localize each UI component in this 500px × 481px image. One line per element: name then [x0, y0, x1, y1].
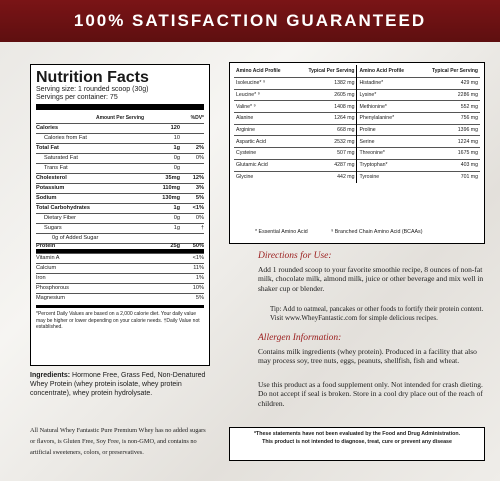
- nutrient-amount: 130mg: [162, 194, 180, 201]
- all-natural-statement: All Natural Whey Fantastic Pure Premium Whey has no added sugars or flavors, is Gluten Free, Soy Free, is non-GMO, and contains no artificial sweeteners, colors, or preservatives.: [30, 427, 206, 456]
- guarantee-banner: 100% SATISFACTION GUARANTEED: [0, 0, 500, 42]
- nutrient-name: Calories: [36, 124, 59, 131]
- amino-row: [234, 171, 480, 183]
- amino-row: [234, 101, 480, 113]
- amino-row: [234, 89, 480, 101]
- bcaa-footnote: ⁹ Branched Chain Amino Acid (BCAAs): [331, 229, 423, 235]
- nutrient-amount: 0g: [173, 164, 180, 171]
- nutrient-name: Calcium: [36, 264, 57, 271]
- supplement-warning: Use this product as a food supplement only. Not intended for crash dieting. Do not accept if seal is broken. Store in a cool dry place out of the reach of children.: [258, 380, 483, 408]
- amino-amount: 668 mg: [294, 124, 357, 136]
- amino-name: Arginine: [234, 124, 294, 136]
- nutrition-row: [36, 253, 204, 263]
- nutrient-amount: 10: [173, 134, 180, 141]
- nutrient-name: Saturated Fat: [44, 154, 78, 161]
- nutrition-row: [36, 183, 204, 193]
- allergen-heading: Allergen Information:: [258, 333, 342, 343]
- amino-header-serving-1: Typical Per Serving: [308, 68, 355, 74]
- ingredients-block: [30, 371, 210, 398]
- nutrient-name: Magnesium: [36, 294, 65, 301]
- nutrient-name: Cholesterol: [36, 174, 67, 181]
- amino-amount: 756 mg: [418, 113, 480, 125]
- nutrition-footnote: *Percent Daily Values are based on a 2,000 calorie diet. Your daily value may be higher or lower depending on your calorie needs. †Daily Value not established.: [36, 311, 200, 330]
- nutrient-name: 0g of Added Sugar: [52, 234, 99, 241]
- nutrition-row: [36, 213, 204, 223]
- amino-amount: 4287 mg: [294, 159, 357, 171]
- amino-name: Tryptophan*: [357, 159, 418, 171]
- nutrient-amount: 1g: [173, 204, 180, 211]
- nutrient-name: Calories from Fat: [44, 134, 87, 141]
- nutrition-row: [36, 243, 204, 253]
- amino-name: Serine: [357, 136, 418, 148]
- amino-amount: 1675 mg: [418, 148, 480, 160]
- allergen-text: Contains milk ingredients (whey protein). Produced in a facility that also may process soy, tree nuts, eggs, peanuts, shellfish, fish and wheat.: [258, 347, 477, 366]
- nutrient-amount: 0g: [173, 154, 180, 161]
- amino-acid-table: [229, 62, 485, 244]
- nutrition-row: [36, 283, 204, 293]
- nutrient-amount: 1g: [173, 144, 180, 151]
- nutrient-dv: 2%: [195, 144, 204, 151]
- amino-row: [234, 136, 480, 148]
- amino-header-row: [234, 65, 480, 78]
- nutrient-dv: 5%: [195, 194, 204, 201]
- nutrient-dv: 50%: [192, 242, 204, 249]
- nutrient-dv: <1%: [192, 254, 204, 261]
- nutrition-row: [36, 193, 204, 203]
- nutrient-name: Potassium: [36, 184, 65, 191]
- nutrient-dv: 1%: [195, 274, 204, 281]
- nutrition-row: [36, 293, 204, 303]
- nutrient-name: Trans Fat: [44, 164, 68, 171]
- amino-name: Methionine*: [357, 101, 418, 113]
- nutrient-name: Vitamin A: [36, 254, 60, 261]
- amino-header-serving-2: Typical Per Serving: [431, 68, 478, 74]
- directions-text: Add 1 rounded scoop to your favorite smoothie recipe, 8 ounces of non-fat milk, chocolate milk, almond milk, juice or other beverage and mix well in shaker cup or blender.: [258, 265, 484, 293]
- amino-row: [234, 124, 480, 136]
- nutrient-dv: <1%: [192, 204, 204, 211]
- essential-footnote: * Essential Amino Acid: [255, 229, 308, 235]
- nutrient-dv: 12%: [192, 174, 204, 181]
- nutrient-dv: 0%: [195, 154, 204, 161]
- nutrition-rows: [36, 123, 204, 303]
- amino-amount: 1408 mg: [294, 101, 357, 113]
- nutrition-row: [36, 153, 204, 163]
- amino-amount: 1396 mg: [418, 124, 480, 136]
- nutrition-row: [36, 273, 204, 283]
- nutrient-amount: 0g: [173, 214, 180, 221]
- nutrition-facts-title: Nutrition Facts: [36, 69, 149, 86]
- disclaimer-line-1: *These statements have not been evaluated by the Food and Drug Administration.: [253, 431, 461, 437]
- amino-amount: 2286 mg: [418, 89, 480, 101]
- nutrition-row: [36, 223, 204, 233]
- amino-amount: 403 mg: [418, 159, 480, 171]
- amino-name: Threonine*: [357, 148, 418, 160]
- amino-name: Lysine*: [357, 89, 418, 101]
- divider-bottom: [36, 305, 204, 308]
- amino-name: Histadine*: [357, 78, 418, 90]
- directions-tip: Tip: Add to oatmeal, pancakes or other foods to fortify their protein content. Visit www.WheyFantastic.com for simple delicious recipes.: [270, 305, 484, 322]
- nutrition-header-row: [36, 113, 204, 123]
- nutrient-name: Sugars: [44, 224, 62, 231]
- amino-name: Leucine* ⁹: [234, 89, 294, 101]
- ingredients-text: Hormone Free, Grass Fed, Non-Denatured Whey Protein (whey protein isolate, whey protein concentrate), whey protein hydrolysate.: [30, 372, 206, 397]
- nutrient-dv: 11%: [193, 264, 204, 271]
- amino-row: [234, 113, 480, 125]
- disclaimer-line-2: This product is not intended to diagnose, treat, cure or prevent any disease: [262, 438, 452, 445]
- amino-row: [234, 148, 480, 160]
- nutrition-row: [36, 233, 204, 243]
- amino-name: Glutamic Acid: [234, 159, 294, 171]
- directions-heading: Directions for Use:: [258, 251, 332, 261]
- amino-name: Aspartic Acid: [234, 136, 294, 148]
- nutrition-row: [36, 133, 204, 143]
- amino-amount: 2532 mg: [294, 136, 357, 148]
- nutrient-name: Total Fat: [36, 144, 59, 151]
- amino-name: Tyrosine: [357, 171, 418, 183]
- nutrition-row: [36, 263, 204, 273]
- amino-amount: 507 mg: [294, 148, 357, 160]
- nutrient-name: Protein: [36, 242, 56, 249]
- amino-name: Phenylalanine*: [357, 113, 418, 125]
- amino-amount: 552 mg: [418, 101, 480, 113]
- amino-name: Glycine: [234, 171, 294, 183]
- amino-row: [234, 159, 480, 171]
- amino-name: Valine* ⁹: [234, 101, 294, 113]
- nutrient-name: Total Carbohydrates: [36, 204, 90, 211]
- amino-amount: 1382 mg: [294, 78, 357, 90]
- nutrient-dv: 5%: [195, 294, 204, 301]
- amino-amount: 1264 mg: [294, 113, 357, 125]
- amino-amount: 442 mg: [294, 171, 357, 183]
- amino-name: Alanine: [234, 113, 294, 125]
- nutrient-dv: 3%: [195, 184, 204, 191]
- nutrient-amount: 35mg: [165, 174, 180, 181]
- nutrient-dv: 10%: [192, 284, 204, 291]
- nutrition-row: [36, 173, 204, 183]
- amino-amount: 701 mg: [418, 171, 480, 183]
- nutrition-row: [36, 163, 204, 173]
- fda-disclaimer: [229, 427, 485, 461]
- nutrition-facts-panel: [30, 64, 210, 366]
- nutrient-name: Phosphorous: [36, 284, 69, 291]
- amino-name: Cysteine: [234, 148, 294, 160]
- nutrient-amount: 120: [170, 124, 180, 131]
- ingredients-label: Ingredients:: [30, 372, 71, 379]
- nutrient-name: Sodium: [36, 194, 57, 201]
- amino-header-profile-1: Amino Acid Profile: [236, 68, 281, 74]
- amino-amount: 1224 mg: [418, 136, 480, 148]
- nutrient-amount: 25g: [170, 242, 180, 249]
- header-amount: Amount Per Serving: [96, 114, 145, 121]
- nutrition-row: [36, 203, 204, 213]
- nutrition-row: [36, 123, 204, 133]
- amino-name: Proline: [357, 124, 418, 136]
- amino-row: [234, 78, 480, 90]
- nutrient-dv: †: [200, 224, 204, 231]
- header-dv: %DV*: [190, 114, 204, 121]
- nutrient-name: Iron: [36, 274, 46, 281]
- nutrient-dv: 0%: [195, 214, 204, 221]
- amino-header-profile-2: Amino Acid Profile: [357, 65, 418, 78]
- serving-size: Serving size: 1 rounded scoop (30g): [36, 86, 149, 93]
- amino-name: Isoleucine* ⁹: [234, 78, 294, 90]
- amino-amount: 2605 mg: [294, 89, 357, 101]
- divider-thick: [36, 104, 204, 110]
- nutrient-amount: 1g: [173, 224, 180, 231]
- amino-amount: 429 mg: [418, 78, 480, 90]
- nutrient-name: Dietary Fiber: [44, 214, 77, 221]
- servings-per-container: Servings per container: 75: [36, 94, 118, 101]
- nutrient-amount: 110mg: [162, 184, 180, 191]
- nutrition-row: [36, 143, 204, 153]
